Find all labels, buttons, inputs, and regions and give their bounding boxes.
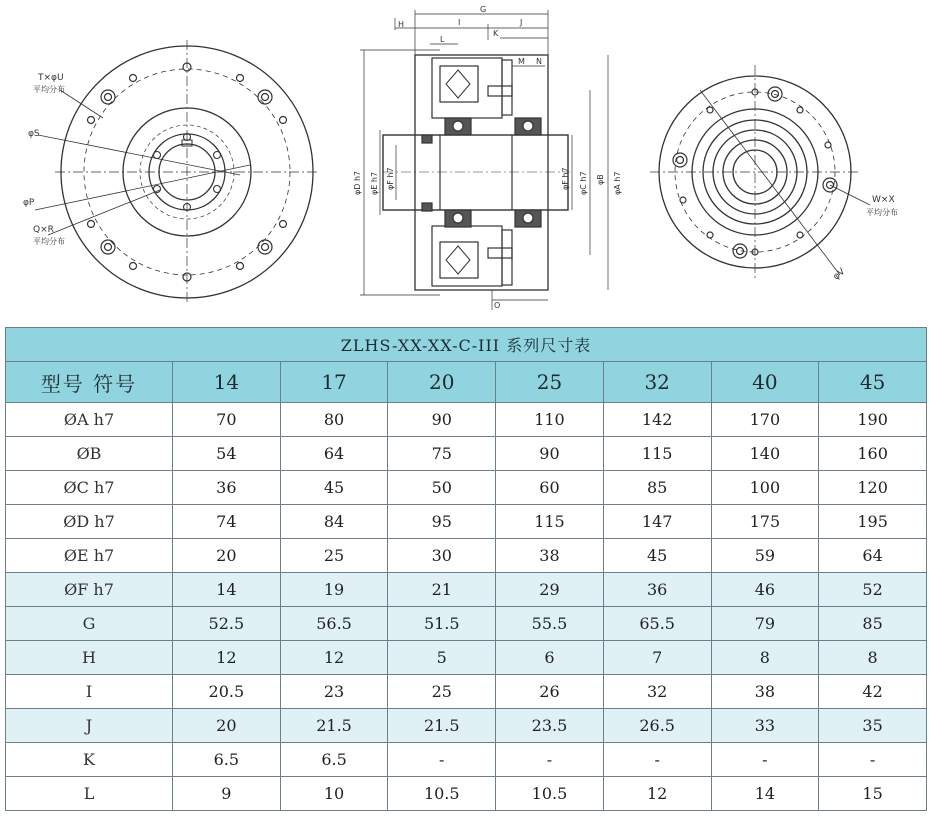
table-cell: 26.5 (603, 709, 711, 743)
table-cell: 100 (711, 471, 819, 505)
technical-drawings (0, 0, 929, 320)
table-cell: 20 (173, 709, 281, 743)
table-cell: 19 (280, 573, 388, 607)
table-cell: 20.5 (173, 675, 281, 709)
table-cell: 74 (173, 505, 281, 539)
dim-k: K (493, 29, 499, 38)
table-cell: 56.5 (280, 607, 388, 641)
dim-j: J (520, 18, 523, 27)
row-label: ØE h7 (6, 539, 173, 573)
table-header-row (6, 362, 927, 403)
table-cell: 12 (280, 641, 388, 675)
dim-m: M (518, 57, 525, 66)
table-cell: 6.5 (173, 743, 281, 777)
table-row (6, 607, 927, 641)
table-cell: 20 (173, 539, 281, 573)
dimension-table (5, 327, 927, 811)
table-cell: 38 (496, 539, 604, 573)
label-s: φS (28, 129, 40, 139)
dim-h: H (398, 20, 405, 29)
table-cell: 7 (603, 641, 711, 675)
left-view-labels (23, 73, 65, 246)
row-label: ØC h7 (6, 471, 173, 505)
table-row (6, 777, 927, 811)
table-cell: 80 (280, 403, 388, 437)
table-cell: 59 (711, 539, 819, 573)
right-rear-view (650, 65, 870, 283)
table-cell: - (711, 743, 819, 777)
label-t-sub: 平均分布 (33, 85, 65, 94)
table-cell: 70 (173, 403, 281, 437)
row-label: G (6, 607, 173, 641)
table-cell: 21.5 (280, 709, 388, 743)
table-cell: 8 (711, 641, 819, 675)
row-label: I (6, 675, 173, 709)
table-cell: 21.5 (388, 709, 496, 743)
table-row (6, 675, 927, 709)
table-cell: - (388, 743, 496, 777)
row-label: ØF h7 (6, 573, 173, 607)
table-cell: 26 (496, 675, 604, 709)
table-cell: 84 (280, 505, 388, 539)
table-cell: 65.5 (603, 607, 711, 641)
label-w: W×X (872, 195, 895, 205)
dim-i: I (458, 18, 461, 27)
row-label: H (6, 641, 173, 675)
table-cell: 140 (711, 437, 819, 471)
table-title: ZLHS-XX-XX-C-III 系列尺寸表 (6, 328, 927, 362)
row-label: ØD h7 (6, 505, 173, 539)
table-cell: 42 (819, 675, 927, 709)
table-cell: 115 (496, 505, 604, 539)
column-header-20: 20 (388, 362, 496, 403)
table-cell: - (496, 743, 604, 777)
table-cell: 10.5 (496, 777, 604, 811)
table-cell: 8 (819, 641, 927, 675)
table-cell: 36 (173, 471, 281, 505)
dim-c: φC h7 (579, 171, 588, 195)
table-cell: 25 (280, 539, 388, 573)
row-label: K (6, 743, 173, 777)
table-cell: 30 (388, 539, 496, 573)
table-cell: 190 (819, 403, 927, 437)
label-w-sub: 平均分布 (866, 208, 898, 217)
table-cell: 10.5 (388, 777, 496, 811)
table-cell: 23.5 (496, 709, 604, 743)
table-cell: 90 (388, 403, 496, 437)
table-cell: 12 (173, 641, 281, 675)
section-view (360, 10, 608, 310)
row-label: ØB (6, 437, 173, 471)
table-cell: 6 (496, 641, 604, 675)
table-cell: 115 (603, 437, 711, 471)
table-cell: 10 (280, 777, 388, 811)
table-cell: 55.5 (496, 607, 604, 641)
table-cell: 5 (388, 641, 496, 675)
table-row (6, 743, 927, 777)
table-cell: 25 (388, 675, 496, 709)
dim-e: φE h7 (370, 171, 379, 195)
label-v: φV (831, 266, 848, 283)
table-row (6, 403, 927, 437)
dim-g: G (480, 5, 487, 14)
table-row (6, 641, 927, 675)
column-header-25: 25 (496, 362, 604, 403)
header-label: 型号 符号 (6, 362, 173, 403)
label-q: Q×R (33, 225, 54, 235)
column-header-17: 17 (280, 362, 388, 403)
table-cell: 95 (388, 505, 496, 539)
table-cell: 170 (711, 403, 819, 437)
table-cell: 90 (496, 437, 604, 471)
table-cell: 45 (603, 539, 711, 573)
table-cell: 15 (819, 777, 927, 811)
table-cell: 14 (711, 777, 819, 811)
table-row (6, 437, 927, 471)
table-cell: 9 (173, 777, 281, 811)
row-label: J (6, 709, 173, 743)
table-cell: 54 (173, 437, 281, 471)
table-row (6, 709, 927, 743)
table-cell: 120 (819, 471, 927, 505)
table-cell: 64 (819, 539, 927, 573)
dim-d: φD h7 (353, 170, 362, 195)
table-cell: - (603, 743, 711, 777)
dim-a: φA h7 (613, 171, 622, 195)
table-cell: 45 (280, 471, 388, 505)
section-view-labels (353, 5, 622, 310)
label-t: T×φU (38, 73, 64, 83)
row-label: L (6, 777, 173, 811)
table-cell: 36 (603, 573, 711, 607)
table-cell: 50 (388, 471, 496, 505)
column-header-14: 14 (173, 362, 281, 403)
table-cell: 147 (603, 505, 711, 539)
dim-b: φB (596, 174, 605, 185)
column-header-40: 40 (711, 362, 819, 403)
table-cell: 23 (280, 675, 388, 709)
right-view-labels (832, 195, 898, 282)
label-q-sub: 平均分布 (33, 237, 65, 246)
column-header-32: 32 (603, 362, 711, 403)
table-cell: 51.5 (388, 607, 496, 641)
table-cell: 21 (388, 573, 496, 607)
left-front-view (35, 40, 320, 305)
table-cell: 85 (819, 607, 927, 641)
table-cell: 160 (819, 437, 927, 471)
table-cell: 75 (388, 437, 496, 471)
table-cell: 14 (173, 573, 281, 607)
table-cell: - (819, 743, 927, 777)
table-cell: 64 (280, 437, 388, 471)
table-cell: 85 (603, 471, 711, 505)
table-cell: 35 (819, 709, 927, 743)
table-row (6, 539, 927, 573)
table-cell: 110 (496, 403, 604, 437)
table-row (6, 573, 927, 607)
table-row (6, 471, 927, 505)
dim-f-right: φF h7 (561, 167, 570, 190)
table-cell: 32 (603, 675, 711, 709)
column-header-45: 45 (819, 362, 927, 403)
table-cell: 52 (819, 573, 927, 607)
label-p: φP (23, 198, 35, 208)
dim-l: L (440, 35, 445, 44)
dim-o: O (494, 301, 501, 310)
dim-f-left: φF h7 (386, 167, 395, 190)
table-cell: 29 (496, 573, 604, 607)
table-cell: 60 (496, 471, 604, 505)
row-label: ØA h7 (6, 403, 173, 437)
table-cell: 195 (819, 505, 927, 539)
table-cell: 142 (603, 403, 711, 437)
table-cell: 79 (711, 607, 819, 641)
table-cell: 12 (603, 777, 711, 811)
table-cell: 46 (711, 573, 819, 607)
table-cell: 52.5 (173, 607, 281, 641)
table-cell: 33 (711, 709, 819, 743)
table-cell: 6.5 (280, 743, 388, 777)
table-cell: 175 (711, 505, 819, 539)
table-cell: 38 (711, 675, 819, 709)
dim-n: N (536, 57, 542, 66)
table-row (6, 505, 927, 539)
